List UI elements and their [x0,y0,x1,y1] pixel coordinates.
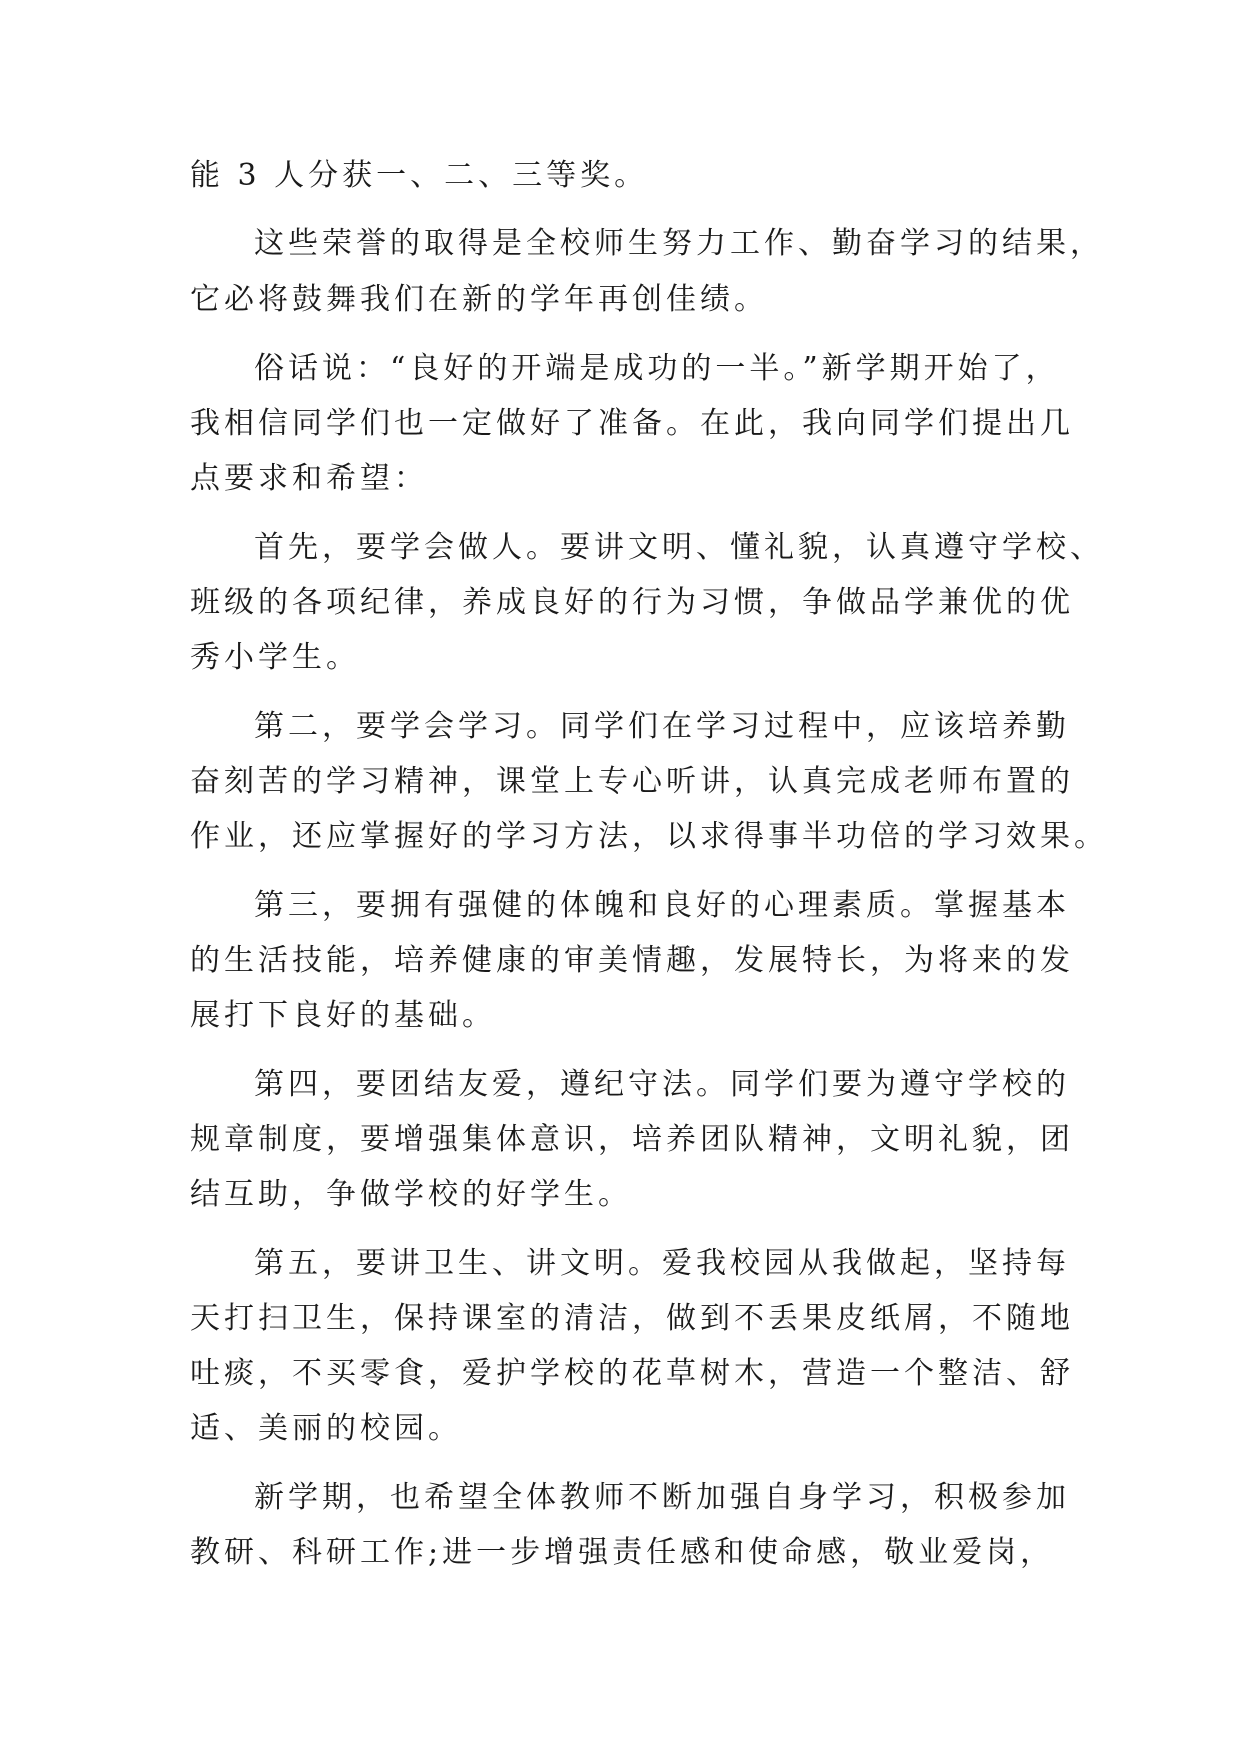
text-line: 展打下良好的基础。 [190,998,496,1033]
text-line: 这些荣誉的取得是全校师生努力工作、勤奋学习的结果， [254,226,1104,261]
text-line: 新学期，也希望全体教师不断加强自身学习，积极参加 [254,1480,1070,1515]
text-line: 我相信同学们也一定做好了准备。在此，我向同学们提出几 [190,406,1074,441]
text-line: 吐痰，不买零食，爱护学校的花草树木，营造一个整洁、舒 [190,1356,1074,1391]
text-line: 结互助，争做学校的好学生。 [190,1177,632,1212]
text-line: 适、美丽的校园。 [190,1411,462,1446]
text-line: 它必将鼓舞我们在新的学年再创佳绩。 [190,282,768,317]
text-line: 班级的各项纪律，养成良好的行为习惯，争做品学兼优的优 [190,585,1074,620]
text-line: 教研、科研工作;进一步增强责任感和使命感，敬业爱岗， [190,1535,1055,1570]
text-line: 的生活技能，培养健康的审美情趣，发展特长，为将来的发 [190,943,1074,978]
text-line: 规章制度，要增强集体意识，培养团队精神，文明礼貌，团 [190,1122,1074,1157]
text-line: 俗话说：“良好的开端是成功的一半。”新学期开始了， [254,351,1060,386]
text-line: 第五，要讲卫生、讲文明。爱我校园从我做起，坚持每 [254,1246,1070,1281]
text-line: 第二，要学会学习。同学们在学习过程中，应该培养勤 [254,709,1070,744]
text-line: 第四，要团结友爱，遵纪守法。同学们要为遵守学校的 [254,1067,1070,1102]
text-line: 第三，要拥有强健的体魄和良好的心理素质。掌握基本 [254,888,1070,923]
text-line: 能 3 人分获一、二、三等奖。 [190,158,649,193]
text-line: 奋刻苦的学习精神，课堂上专心听讲，认真完成老师布置的 [190,764,1074,799]
text-line: 首先，要学会做人。要讲文明、懂礼貌，认真遵守学校、 [254,530,1104,565]
text-line: 天打扫卫生，保持课室的清洁，做到不丢果皮纸屑，不随地 [190,1301,1074,1336]
text-line: 作业，还应掌握好的学习方法，以求得事半功倍的学习效果。 [190,819,1108,854]
text-line: 秀小学生。 [190,640,360,675]
text-line: 点要求和希望： [190,461,428,496]
